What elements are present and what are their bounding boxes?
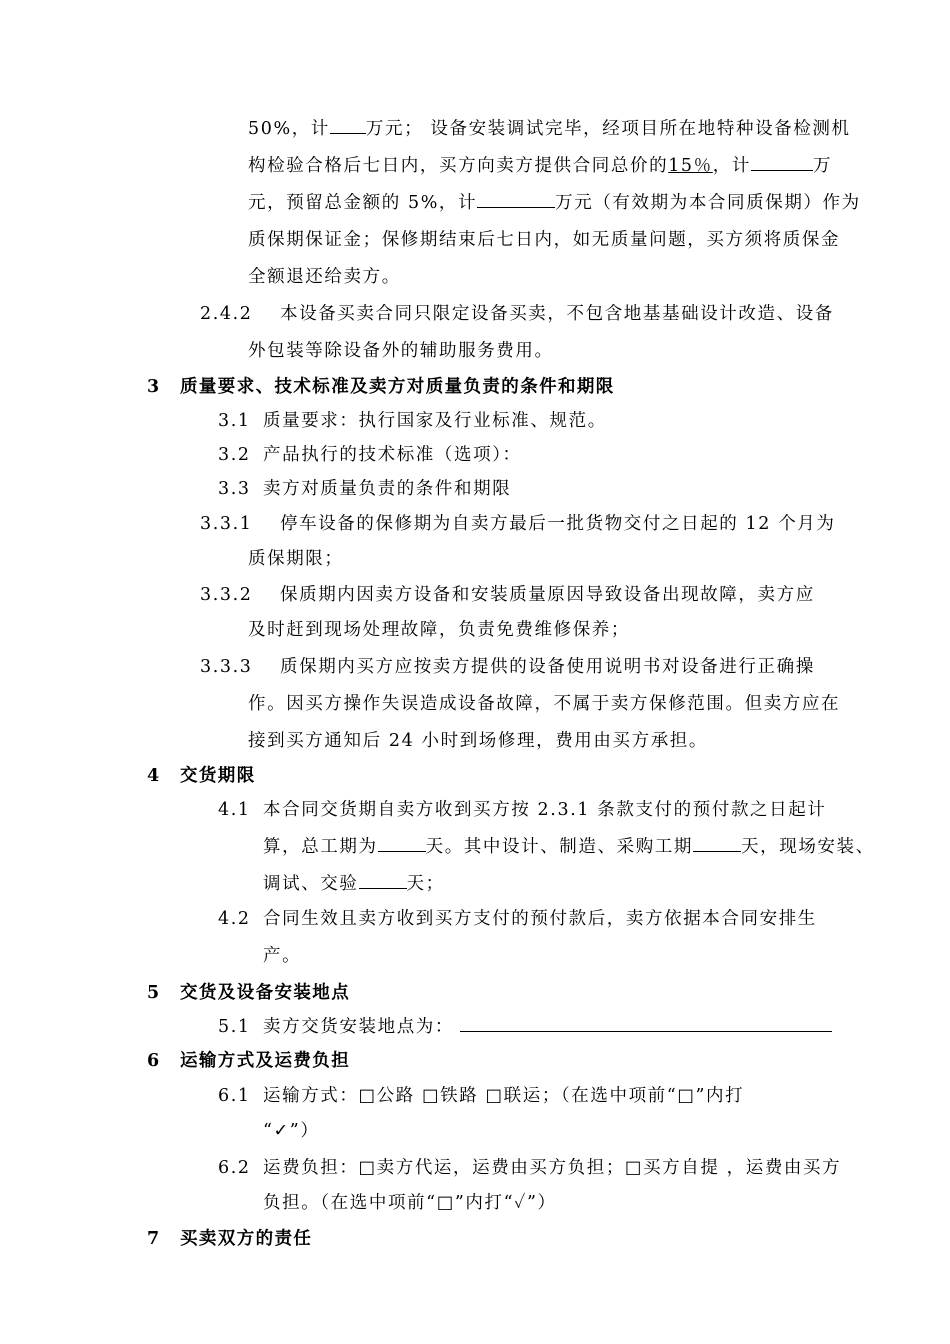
clause-text: 作。因买方操作失误造成设备故障，不属于卖方保修范围。但卖方应在 (248, 694, 841, 714)
section-number: 3 (147, 377, 161, 397)
clause-number: 2.4.2 (200, 304, 253, 324)
clause-text: 卖方对质量负责的条件和期限 (263, 479, 512, 499)
text: 算，总工期为 (263, 837, 378, 857)
blank-field (693, 836, 741, 852)
section-title: 交货期限 (180, 766, 256, 786)
payment-line-3 (248, 192, 861, 214)
text: 万元； 设备安装调试完毕，经项目所在地特种设备检测机 (365, 119, 851, 139)
clause-text: 本设备买卖合同只限定设备买卖，不包含地基基础设计改造、设备 (280, 304, 834, 324)
blank-field (359, 873, 407, 889)
clause-number: 3.3.1 (200, 514, 253, 534)
text: 天。其中设计、制造、采购工期 (425, 837, 694, 857)
text: 卖方交货安装地点为： (263, 1017, 454, 1037)
clause-text: 质保期内买方应按卖方提供的设备使用说明书对设备进行正确操 (280, 657, 815, 677)
text: 元，预留总金额的 5%，计 (248, 193, 478, 213)
blank-field (477, 192, 555, 208)
clause-text: 停车设备的保修期为自卖方最后一批货物交付之日起的 12 个月为 (280, 514, 836, 534)
text: 构检验合格后七日内，买方向卖方提供合同总价的 (248, 156, 669, 176)
clause-text: 产品执行的技术标准（选项）： (263, 445, 522, 465)
clause-text: 合同生效且卖方收到买方支付的预付款后，卖方依据本合同安排生 (263, 909, 817, 929)
clause-text (263, 836, 875, 858)
payment-line-4: 质保期保证金；保修期结束后七日内，如无质量问题，买方须将质保金 (248, 230, 841, 250)
clause-text: 负担。（在选中项前“□”内打“✓”） (263, 1193, 557, 1213)
section-title: 买卖双方的责任 (180, 1229, 313, 1249)
section-number: 4 (147, 766, 161, 786)
clause-text (263, 1016, 832, 1038)
clause-number: 3.3 (218, 479, 251, 499)
clause-text: 运费负担：□卖方代运，运费由买方负担；□买方自提 ，运费由买方 (263, 1158, 842, 1178)
section-title: 质量要求、技术标准及卖方对质量负责的条件和期限 (180, 377, 615, 397)
address-blank-field (460, 1016, 832, 1032)
text: 天； (406, 874, 445, 894)
section-number: 6 (147, 1051, 161, 1071)
section-title: 交货及设备安装地点 (180, 983, 351, 1003)
text: 天，现场安装、 (741, 837, 875, 857)
clause-text: “✓”） (263, 1121, 320, 1141)
payment-line-1 (248, 118, 851, 140)
clause-text: 接到买方通知后 24 小时到场修理，费用由买方承担。 (248, 731, 708, 751)
clause-text (263, 873, 445, 895)
clause-text: 质保期限； (248, 549, 344, 569)
clause-text: 及时赶到现场处理故障，负责免费维修保养； (248, 620, 630, 640)
clause-number: 4.1 (218, 800, 251, 820)
text: 万 (812, 156, 833, 176)
text: 50%，计 (248, 119, 330, 139)
clause-text: 本合同交货期自卖方收到买方按 2.3.1 条款支付的预付款之日起计 (263, 800, 827, 820)
clause-number: 3.2 (218, 445, 251, 465)
clause-text: 质量要求：执行国家及行业标准、规范。 (263, 411, 607, 431)
clause-number: 6.1 (218, 1086, 251, 1106)
clause-number: 3.1 (218, 411, 251, 431)
clause-number: 5.1 (218, 1017, 251, 1037)
payment-line-5: 全额退还给卖方。 (248, 267, 401, 287)
clause-number: 4.2 (218, 909, 251, 929)
payment-line-2 (248, 155, 832, 177)
clause-number: 3.3.2 (200, 585, 253, 605)
clause-text: 外包装等除设备外的辅助服务费用。 (248, 341, 554, 361)
blank-field (378, 836, 426, 852)
section-number: 5 (147, 983, 161, 1003)
clause-text: 保质期内因卖方设备和安装质量原因导致设备出现故障，卖方应 (280, 585, 815, 605)
text: ，计 (712, 156, 751, 176)
blank-field (330, 118, 366, 134)
text: 调试、交验 (263, 874, 359, 894)
section-title: 运输方式及运费负担 (180, 1051, 351, 1071)
clause-number: 6.2 (218, 1158, 251, 1178)
percentage: 15％ (668, 156, 713, 176)
section-number: 7 (147, 1229, 161, 1249)
clause-text: 运输方式：□公路 □铁路 □联运；（在选中项前“□”内打 (263, 1086, 745, 1106)
text: 万元（有效期为本合同质保期）作为 (555, 193, 861, 213)
clause-number: 3.3.3 (200, 657, 253, 677)
clause-text: 产。 (263, 946, 302, 966)
blank-field (751, 155, 813, 171)
